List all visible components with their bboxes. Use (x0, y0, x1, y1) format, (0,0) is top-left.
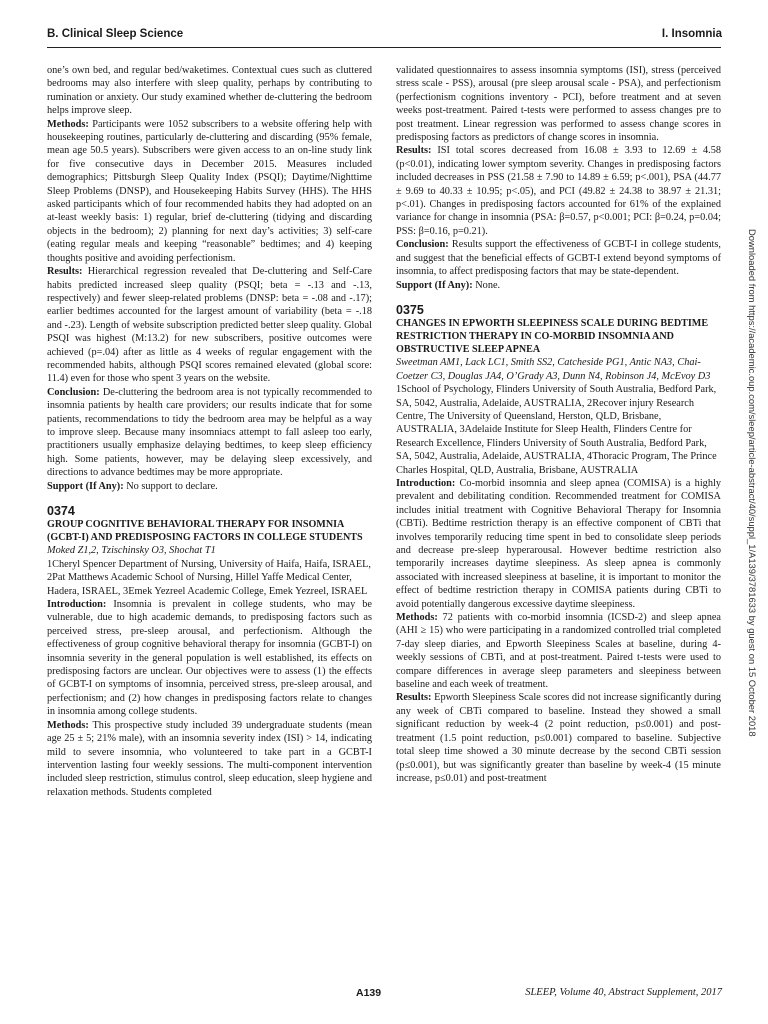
journal-citation: SLEEP, Volume 40, Abstract Supplement, 2017 (525, 987, 722, 998)
abstract-number: 0374 (47, 504, 75, 518)
section-label: Methods: (396, 612, 438, 624)
left-column (47, 64, 372, 799)
section-text: De-cluttering the bedroom area is not typically recommended to insomnia patients by health care providers; our results indicate that for some patients, recommendations to tidy the bedroom area may be helpful as a way to improve sleep. Because many insomniacs attempt to fall asleep too early, practitioners usually emphasize delaying bedtimes, to keep sleep efficiency high. Some patients, however, may be delaying sleep excessively, and directions to advance bedtimes may be more appropriate. (47, 386, 372, 479)
abstract-introduction (47, 598, 372, 719)
abstract-number: 0375 (396, 302, 424, 317)
header-rule (47, 47, 721, 48)
right-column (396, 64, 721, 785)
abstract-results (396, 144, 721, 238)
abstract-authors: Moked Z1,2, Tzischinsky O3, Shochat T1 (47, 545, 216, 557)
section-text: Hierarchical regression revealed that De-cluttering and Self-Care habits predicted increased sleep quality (PSQI; beta = -.13 and -.13, respectively) and fewer sleep-related problems (DNSP: beta = -.08 and -.17); earlier bedtimes accounted for the largest amount of variability (beta = -.18 and -.23). Length of website subscription predicted better sleep quality. Global PSQI was highest (M:13.2) for new subscribers, positive outcomes were achieved (p=.04) after as little as 4 weeks of regular engagement with the recommended habits, although PSQI scores remained elevated (global score: 11.4) even for those who spent 3 years on the website. (47, 266, 372, 385)
abstract-affiliations: 1School of Psychology, Flinders University of South Australia, Bedford Park, SA, 5042, Australia, Adelaide, AUSTRALIA, 2Recover injury Research Centre, The University of Queensland, Herston, QLD, Brisbane, AUSTRALIA, 3Adelaide Institute for Sleep Health, Flinders Centre for Research Excellence, Flinders University of South Australia, Bedford Park, SA, 5042, Australia, Adelaide, AUSTRALIA, 4Thoracic Program, The Prince Charles Hospital, QLD, Australia, Brisbane, AUSTRALIA (396, 384, 717, 476)
section-text: None. (472, 279, 501, 291)
section-text: Participants were 1052 subscribers to a website offering help with housekeeping routines, particularly de-cluttering and discarding (95% female, mean age 50.5 years). Subscribers were given access to an on-line study link for five consecutive days in December 2015. Measures included demographics; Pittsburgh Sleep Quality Index (PSQI); Daytime/Nighttime Sleep Problems (DNSP), and Housekeeping Habits Survey (HHS). The HHS asked participants which of four recommended habits they had adopted on an at-least weekly basis: 1) regular, brief de-cluttering (tidying and discarding objects in the bedroom); 2) planning for next day’s activities; 3) self-care (eating regular meals and keeping “reasonable” bedtimes; and 4) keeping thoughts positive and avoiding perfectionism. (47, 118, 372, 264)
section-text: 72 patients with co-morbid insomnia (ICSD-2) and sleep apnea (AHI ≥ 15) who were participating in a randomized controlled trial completed 7-day sleep diaries, and Epworth Sleepiness Scales at baseline, during 4-weekly sessions of CBTi, and at post-treatment. Paired t-tests were used to compare differences in average sleep parameters and sleepiness between baseline and each week of treatment. (396, 612, 721, 691)
prev-abstract-conclusion (47, 386, 372, 480)
section-label: Support (If Any): (396, 279, 473, 291)
abstract-methods-continued: validated questionnaires to assess insomnia symptoms (ISI), stress (perceived stress scale - PSS), arousal (pre sleep arousal scale - PSA), and perfectionism (perfectionism cognitions inventory - PCI), before treatment and at seven weeks post-treatment. Paired t-tests were performed to assess changes pre to post treatment. Linear regression was performed to assess change scores in predisposing factors as predictors of change scores in insomnia. (396, 65, 721, 144)
prev-abstract-support (47, 480, 372, 493)
prev-abstract-intro-continued: one’s own bed, and regular bed/waketimes. Contextual cues such as cluttered bedrooms may also interfere with sleep quality, perhaps by contributing to rumination or anxiety. Our study examined whether de-cluttering the bedroom helps improve sleep. (47, 65, 372, 117)
abstract-support (396, 279, 721, 292)
abstract-methods (396, 611, 721, 691)
download-watermark: Downloaded from https://academic.oup.com/sleep/article-abstract/40/suppl_1/A139/3781633 by guest on 15 October 2018 (747, 229, 758, 737)
section-label: Results: (47, 266, 83, 278)
section-label: Methods: (47, 719, 89, 731)
prev-abstract-results (47, 265, 372, 386)
section-label: Results: (396, 692, 432, 704)
prev-abstract-methods (47, 118, 372, 265)
section-text: No support to declare. (123, 480, 218, 492)
abstract-results (396, 691, 721, 785)
section-text: This prospective study included 39 undergraduate students (mean age 25 ± 5; 21% male), with an insomnia severity index (ISI) > 14, indicating mild to severe insomnia, who volunteered to take part in a GCBT-I intervention lasting four weekly sessions. The multi-component intervention included sleep restriction, stimulus control, sleep education, sleep hygiene and relaxation methods. Students completed (47, 719, 372, 798)
running-header-section: B. Clinical Sleep Science (47, 28, 184, 40)
abstract-methods (47, 719, 372, 799)
abstract-introduction (396, 477, 721, 611)
section-label: Conclusion: (396, 239, 449, 251)
section-label: Support (If Any): (47, 480, 124, 492)
section-text: Insomnia is prevalent in college students, who may be vulnerable, due to high academic demands, to predisposing factors such as perceived stress, pre-sleep arousal, and perfectionism. Although the effectiveness of group cognitive behavioral therapy for insomnia (GCBT-I) on insomnia severity in the general population is well established, its effects on predisposing factors are unclear. Our objectives were to assess (1) the effects of GCBT-I on symptoms of insomnia, perceived stress, pre-sleep arousal, and perfectionism; and (2) how changes in predisposing factors relate to changes in insomnia among college students. (47, 599, 372, 718)
abstract-conclusion (396, 238, 721, 278)
section-label: Introduction: (47, 599, 107, 611)
abstract-title: GROUP COGNITIVE BEHAVIORAL THERAPY FOR INSOMNIA (GCBT-I) AND PREDISPOSING FACTORS IN COLLEGE STUDENTS (47, 519, 363, 544)
section-text: Epworth Sleepiness Scale scores did not increase significantly during any week of CBTi compared to baseline. Instead they showed a small significant reduction by week-4 (2 point reduction, p≤0.001) and post-treatment (1.5 point reduction, p≤0.001) compared to baseline. Subjective total sleep time showed a 30 minute decrease by the second CBTi session (p≤0.001), but was significantly greater than baseline by week-4 (15 minute increase, p≤0.01) and post-treatment (396, 692, 721, 784)
running-header-topic: I. Insomnia (661, 28, 722, 40)
abstract-title: CHANGES IN EPWORTH SLEEPINESS SCALE DURING BEDTIME RESTRICTION THERAPY IN CO-MORBID INSOMNIA AND OBSTRUCTIVE SLEEP APNEA (396, 318, 709, 356)
abstract-authors: Sweetman AM1, Lack LC1, Smith SS2, Catcheside PG1, Antic NA3, Chai-Coetzer C3, Douglas JA4, O’Grady A3, Dunn N4, Robinson J4, McEvoy D3 (396, 357, 711, 382)
section-label: Introduction: (396, 477, 456, 489)
section-text: Co-morbid insomnia and sleep apnea (COMISA) is a highly prevalent and debilitating condition. Recommended treatment for COMISA includes initial treatment with Cognitive Behavioral Therapy for Insomnia (CBTi). Bedtime restriction therapy is an effective component of CBTi that involves temporarily reducing time spent in bed to consolidate sleep periods and decrease pre-sleep hyperarousal. However bedtime restriction also temporarily increases daytime sleepiness. As sleep apnea is commonly associated with increased sleepiness at baseline, it is important to monitor the effect of bedtime restriction therapy in COMISA patients during CBTi to avoid potentially dangerous excessive daytime sleepiness. (396, 477, 721, 610)
section-text: Results support the effectiveness of GCBT-I in college students, and suggest that the beneficial effects of GCBT-I extend beyond symptoms of insomnia, to affect predisposing factors that may be state-dependent. (396, 239, 721, 278)
section-text: ISI total scores decreased from 16.08 ± 3.93 to 12.69 ± 4.58 (p<0.01), indicating lower symptom severity. Changes in predisposing factors included decreases in PSS (21.58 ± 7.90 to 14.89 ± 6.59; p<.001), PSA (44.77 ± 9.69 to 40.33 ± 10.95; p<.05), and PCI (49.82 ± 24.38 to 38.97 ± 21.31; p<.01). Changes in predisposing factors accounted for 61% of the explained variance for change in insomnia (PSA: β=0.57, p<0.001; PCI: β=0.24, p=0.04; PSS: β=0.16, p=0.21). (396, 145, 721, 237)
spacer (47, 493, 372, 505)
abstract-affiliations: 1Cheryl Spencer Department of Nursing, University of Haifa, Haifa, ISRAEL, 2Pat Matthews Academic School of Nursing, Hillel Yaffe Medical Center, Hadera, ISRAEL, 3Emek Yezreel Academic College, Emek Yezreel, ISRAEL (47, 558, 371, 597)
section-label: Conclusion: (47, 386, 100, 398)
section-label: Results: (396, 145, 432, 157)
page-number: A139 (356, 987, 382, 999)
section-label: Methods: (47, 118, 89, 130)
spacer (396, 292, 721, 304)
